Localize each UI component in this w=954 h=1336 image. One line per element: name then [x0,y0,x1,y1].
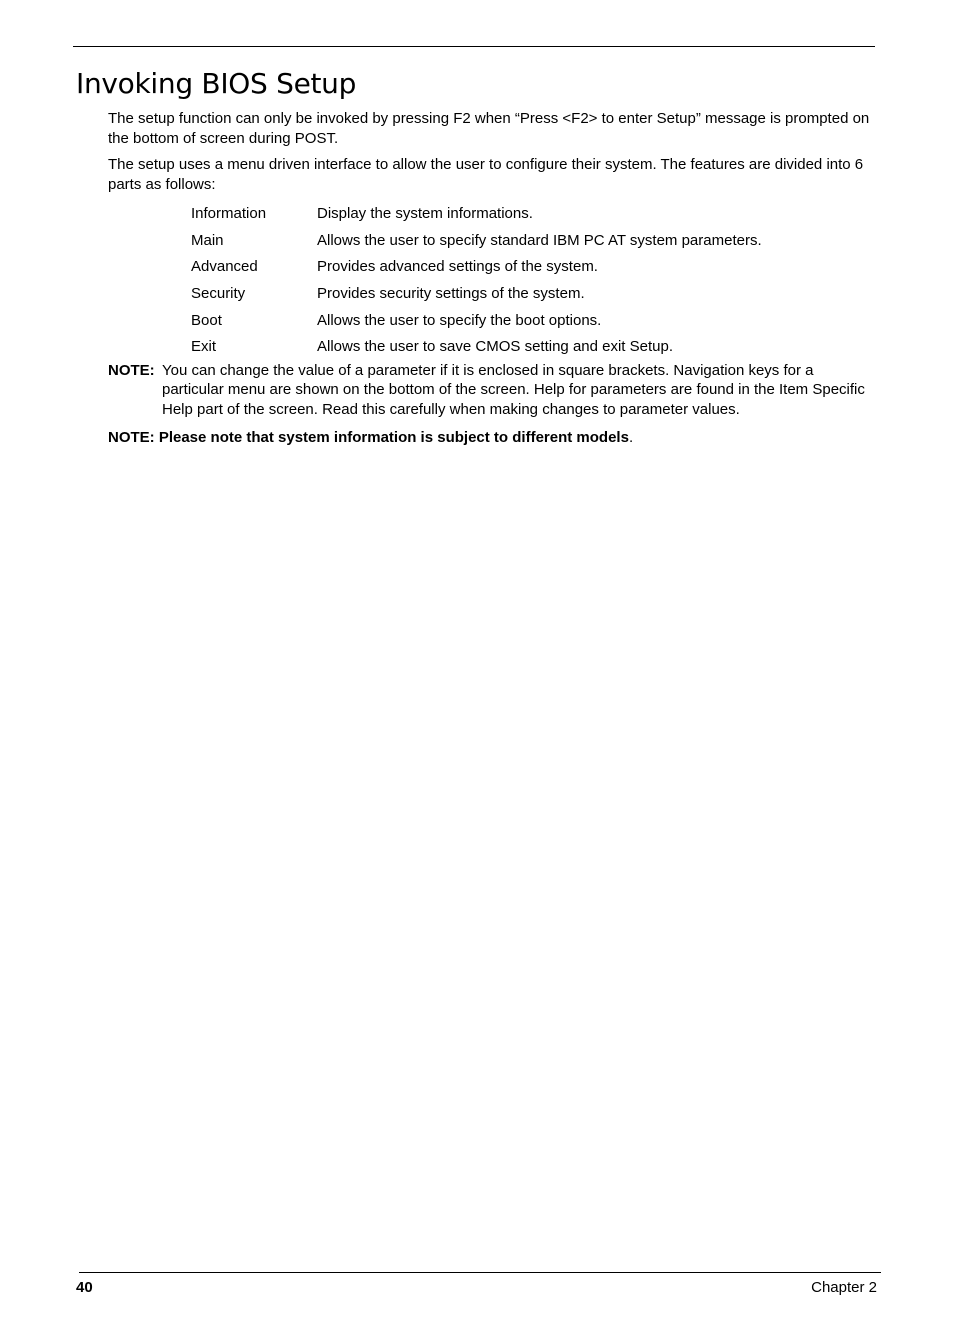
feature-row-advanced [191,254,874,281]
feature-row-exit [191,334,874,361]
feature-name: Advanced [191,258,258,276]
feature-description: Allows the user to specify the boot options. [317,311,602,329]
intro-paragraph-2: The setup uses a menu driven interface to allow the user to configure their system. The features are divided into 6 parts as follows: [108,156,864,193]
note-text: You can change the value of a parameter if it is enclosed in square brackets. Navigation keys for a particular menu are shown on the bottom of the screen. Help for parameters are found in the Item Specific Help part of the screen. Read this carefully when making changes to parameter values. [162,361,865,418]
feature-row-security [191,281,874,308]
feature-row-main [191,228,874,255]
content-body [108,109,874,448]
feature-name: Information [191,205,267,223]
feature-name: Exit [191,338,217,356]
feature-description: Allows the user to specify standard IBM PC AT system parameters. [317,231,762,249]
note-parameters [108,361,874,420]
feature-description: Display the system informations. [317,205,533,223]
note-models-text: NOTE: Please note that system information is subject to different models [108,429,629,447]
feature-description: Provides advanced settings of the system. [317,258,598,276]
intro-paragraph-1: The setup function can only be invoked by pressing F2 when “Press <F2> to enter Setup” message is prompted on the bottom of screen during POST. [108,110,870,147]
page-number: 40 [76,1279,93,1296]
feature-name: Security [191,285,246,303]
feature-description: Allows the user to save CMOS setting and exit Setup. [317,338,674,356]
note-models [108,428,874,448]
note-label: NOTE: [108,361,155,379]
feature-list [191,201,874,361]
note-models-period: . [628,429,634,447]
feature-name: Boot [191,311,222,329]
chapter-label: Chapter 2 [811,1279,877,1296]
feature-row-boot [191,307,874,334]
feature-description: Provides security settings of the system. [317,285,585,303]
feature-row-information [191,201,874,228]
feature-name: Main [191,231,224,249]
page-title: Invoking BIOS Setup [76,67,357,100]
header-rule [73,46,875,47]
footer-rule [79,1272,881,1273]
